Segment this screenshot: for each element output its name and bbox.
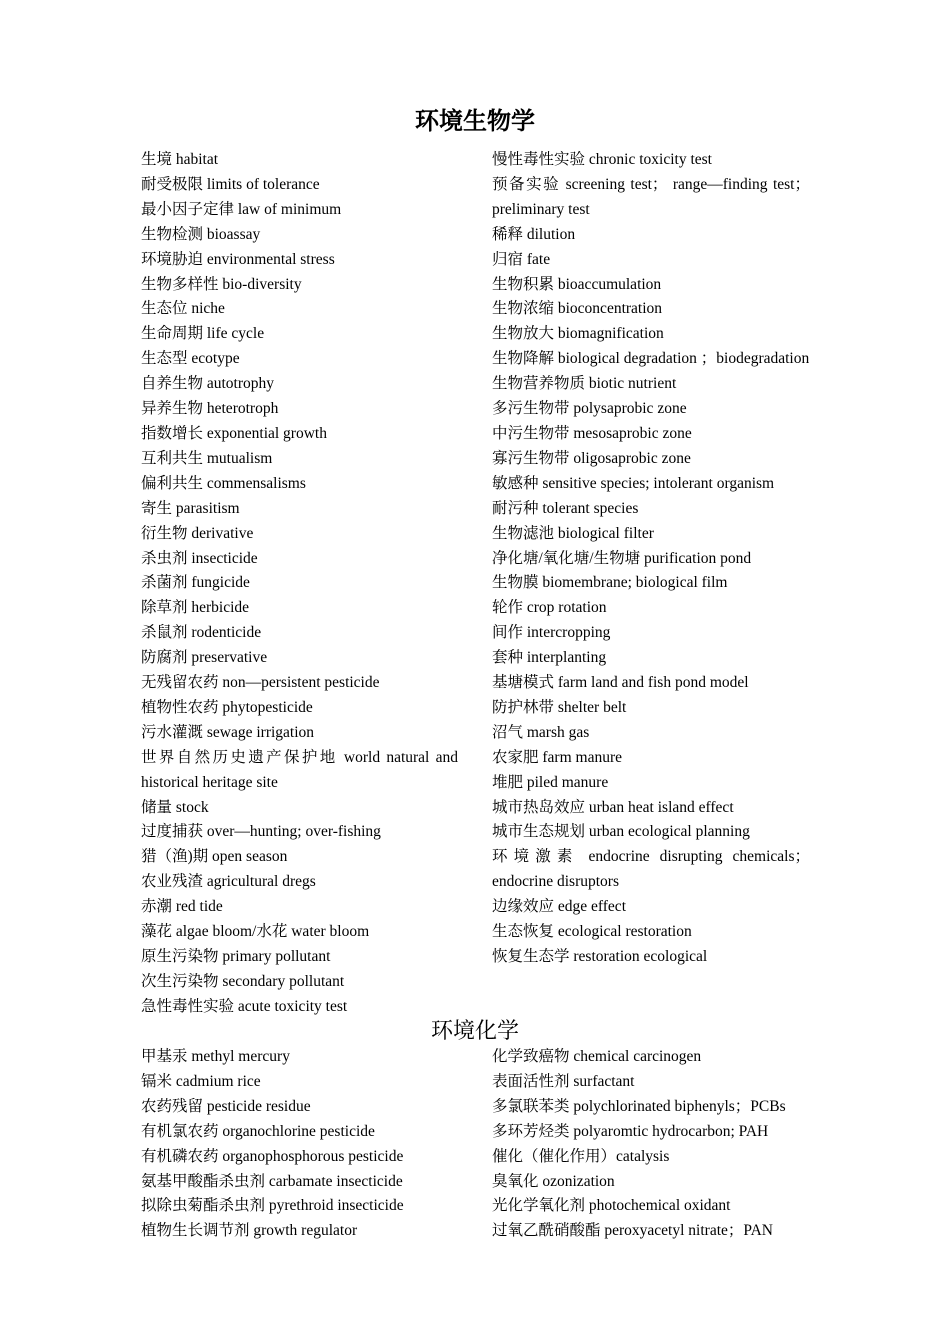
glossary-entry: 有机氯农药 organochlorine pesticide [141,1122,375,1140]
glossary-entry: 植物生长调节剂 growth regulator [141,1222,358,1240]
glossary-entry: 生物滤池 biological filter [492,524,654,542]
glossary-entry: 生态恢复 ecological restoration [492,923,692,941]
glossary-entry: 生态位 niche [141,300,225,318]
glossary-entry: 城市生态规划 urban ecological planning [492,823,750,841]
glossary-entry: 互利共生 mutualism [141,449,273,467]
glossary-entry: 寡污生物带 oligosaprobic zone [492,449,691,467]
glossary-entry: 有机磷农药 organophosphorous pesticide [141,1147,404,1165]
glossary-entry: 储量 stock [141,798,209,816]
glossary-entry: 化学致癌物 chemical carcinogen [492,1048,702,1065]
glossary-entry: 除草剂 herbicide [141,599,250,617]
glossary-entry: 多氯联苯类 polychlorinated biphenyls；PCBs [492,1097,786,1115]
glossary-entry: 堆肥 piled manure [492,773,609,791]
glossary-entry: 生物浓缩 bioconcentration [492,300,663,318]
glossary-entry: 敏感种 sensitive species; intolerant organism [492,474,775,492]
glossary-entry: 耐污种 tolerant species [492,499,639,517]
glossary-entry: 镉米 cadmium rice [141,1072,261,1090]
glossary-entry: 农药残留 pesticide residue [141,1097,311,1115]
glossary-entry: 猎（渔)期 open season [141,848,288,866]
glossary-entry: 杀菌剂 fungicide [141,574,250,592]
glossary-entry: 自养生物 autotrophy [141,375,275,393]
glossary-entry: 边缘效应 edge effect [492,898,626,916]
glossary-entry: 多污生物带 polysaprobic zone [492,400,687,418]
glossary-entry: 赤潮 red tide [141,898,223,916]
glossary-entry: 寄生 parasitism [141,499,240,517]
glossary-entry: 套种 interplanting [492,649,607,667]
glossary-entry: 原生污染物 primary pollutant [141,948,331,965]
glossary-entry: 生物降解 biological degradation ；biodegradation [492,350,810,368]
glossary-entry: 生命周期 life cycle [141,325,265,343]
glossary-entry: 环境胁迫 environmental stress [141,250,335,268]
section-title-environmental-chemistry: 环境化学 [430,1018,519,1043]
glossary-entry: 间作 intercropping [492,624,611,642]
glossary-entry: 氨基甲酸酯杀虫剂 carbamate insecticide [141,1172,403,1190]
glossary-entry: 过氧乙酰硝酸酯 peroxyacetyl nitrate；PAN [492,1222,773,1240]
glossary-column-left [141,148,458,1020]
glossary-entry: 异养生物 heterotroph [141,400,279,418]
glossary-entry: 无残留农药 non—persistent pesticide [141,674,380,692]
glossary-entry: 表面活性剂 surfactant [492,1072,635,1090]
glossary-entry: 归宿 fate [492,250,551,268]
glossary-column-right [492,1045,810,1244]
glossary-entry: 恢复生态学 restoration ecological [492,948,708,965]
glossary-entry: 最小因子定律 law of minimum [141,200,342,218]
glossary-entry: 拟除虫菊酯杀虫剂 pyrethroid insecticide [141,1197,404,1215]
glossary-entry: 过度捕获 over—hunting; over-fishing [141,823,381,841]
glossary-entry: 光化学氧化剂 photochemical oxidant [492,1197,731,1215]
glossary-entry: 预备实验 screening test； range—finding test； preliminary test [492,175,810,218]
glossary-entry: 污水灌溉 sewage irrigation [141,723,315,741]
glossary-entry: 防腐剂 preservative [141,649,268,667]
glossary-entry: 催化（催化作用）catalysis [492,1147,670,1165]
glossary-entry: 生境 habitat [141,151,219,168]
glossary-entry: 稀释 dilution [492,225,576,243]
glossary-entry: 城市热岛效应 urban heat island effect [492,798,734,816]
glossary-entry: 轮作 crop rotation [492,599,607,617]
glossary-entry: 臭氧化 ozonization [492,1172,615,1190]
glossary-entry: 防护林带 shelter belt [492,698,627,716]
glossary-entry: 基塘模式 farm land and fish pond model [492,674,749,692]
glossary-entry: 偏利共生 commensalisms [141,474,306,492]
glossary-entry: 中污生物带 mesosaprobic zone [492,424,692,442]
glossary-column-left [141,1045,458,1244]
glossary-entry: 环境激素 endocrine disrupting chemicals；endocrine disruptors [492,848,810,891]
glossary-entry: 农家肥 farm manure [492,748,622,766]
glossary-entry: 世界自然历史遗产保护地 world natural and historical heritage site [141,748,458,791]
glossary-entry: 生物检测 bioassay [141,225,261,243]
glossary-entry: 次生污染物 secondary pollutant [141,972,345,990]
glossary-entry: 生物放大 biomagnification [492,325,664,343]
glossary-entry: 生物多样性 bio-diversity [141,275,302,293]
glossary-entry: 杀鼠剂 rodenticide [141,624,262,642]
glossary-entry: 指数增长 exponential growth [141,424,327,442]
glossary-entry: 藻花 algae bloom/水花 water bloom [141,923,370,941]
glossary-entry: 慢性毒性实验 chronic toxicity test [492,151,712,168]
glossary-entry: 衍生物 derivative [141,524,254,542]
section-title-environmental-biology: 环境生物学 [415,109,535,135]
glossary-entry: 净化塘/氧化塘/生物塘 purification pond [492,549,752,567]
glossary-entry: 生态型 ecotype [141,350,240,368]
glossary-entry: 农业残渣 agricultural dregs [141,873,316,891]
glossary-entry: 急性毒性实验 acute toxicity test [141,997,348,1015]
glossary-entry: 杀虫剂 insecticide [141,549,258,567]
glossary-entry: 生物营养物质 biotic nutrient [492,375,677,393]
glossary-entry: 甲基汞 methyl mercury [141,1048,290,1065]
glossary-entry: 沼气 marsh gas [492,723,590,741]
glossary-entry: 生物膜 biomembrane; biological film [492,574,728,592]
glossary-entry: 植物性农药 phytopesticide [141,698,313,716]
glossary-entry: 耐受极限 limits of tolerance [141,175,320,193]
glossary-entry: 多环芳烃类 polyaromtic hydrocarbon; PAH [492,1122,769,1140]
glossary-entry: 生物积累 bioaccumulation [492,275,662,293]
glossary-column-right [492,148,810,970]
